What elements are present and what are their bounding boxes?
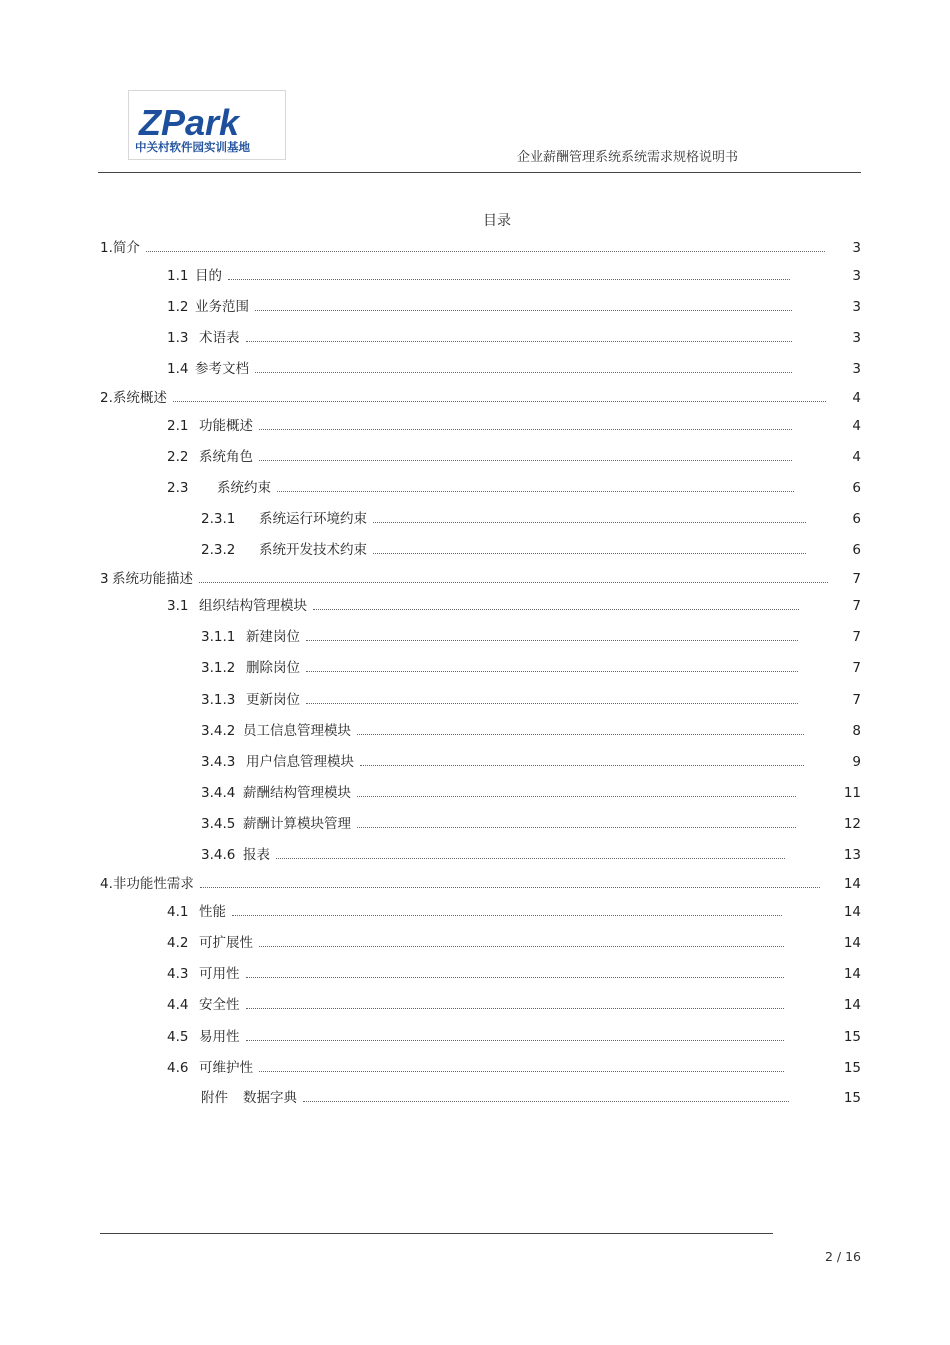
- toc-entry-page: 15: [843, 1029, 861, 1045]
- toc-entry-page: 3: [852, 361, 861, 377]
- toc-leader-dots: [173, 401, 826, 402]
- toc-entry[interactable]: [167, 416, 861, 436]
- toc-leader-dots: [373, 553, 806, 554]
- toc-entry-number: 2.2: [167, 449, 189, 465]
- toc-entry[interactable]: [167, 297, 861, 317]
- toc-entry-title: 目的: [195, 268, 222, 284]
- toc-entry[interactable]: [201, 721, 861, 741]
- toc-entry-page: 3: [852, 240, 861, 256]
- toc-entry-page: 13: [843, 847, 861, 863]
- toc-entry[interactable]: [167, 266, 861, 286]
- toc-leader-dots: [303, 1101, 789, 1102]
- toc-entry-number: 3.4.3: [201, 754, 236, 770]
- toc-entry-number: 2.1: [167, 418, 189, 434]
- toc-entry-page: 6: [852, 480, 861, 496]
- toc-entry-number: 1.1: [167, 268, 189, 284]
- toc-entry-title: 业务范围: [195, 299, 249, 315]
- toc-entry-page: 7: [852, 629, 861, 645]
- toc-entry[interactable]: [201, 627, 861, 647]
- toc-entry[interactable]: [201, 783, 861, 803]
- toc-entry-title: 用户信息管理模块: [246, 754, 354, 770]
- document-title: 企业薪酬管理系统系统需求规格说明书: [516, 150, 738, 165]
- toc-entry-page: 7: [852, 660, 861, 676]
- toc-entry[interactable]: [100, 388, 861, 408]
- toc-entry-number: 3.1.2: [201, 660, 236, 676]
- toc-entry-number: 4.6: [167, 1060, 189, 1076]
- toc-leader-dots: [199, 582, 828, 583]
- toc-entry-title: 简介: [112, 240, 140, 256]
- toc-entry-title: 性能: [199, 904, 226, 920]
- toc-entry-title: 数据字典: [243, 1090, 297, 1106]
- toc-entry[interactable]: [167, 478, 861, 498]
- toc-entry-title: 系统约束: [217, 480, 271, 496]
- toc-leader-dots: [357, 796, 796, 797]
- toc-leader-dots: [255, 310, 792, 311]
- toc-entry-title: 非功能性需求: [112, 876, 194, 892]
- toc-entry-page: 12: [843, 816, 861, 832]
- toc-entry-number: 3.1.1: [201, 629, 236, 645]
- toc-entry-page: 3: [852, 268, 861, 284]
- toc-entry-number: 1.3: [167, 330, 189, 346]
- toc-entry[interactable]: [201, 509, 861, 529]
- toc-entry[interactable]: [100, 569, 861, 589]
- toc-leader-dots: [313, 609, 799, 610]
- toc-entry[interactable]: [100, 238, 861, 258]
- toc-entry-title: 系统开发技术约束: [259, 542, 367, 558]
- logo-wordmark: ZPark: [139, 102, 240, 143]
- toc-entry[interactable]: [167, 933, 861, 953]
- toc-entry-title: 系统概述: [112, 390, 167, 406]
- toc-leader-dots: [306, 640, 798, 641]
- toc-entry-page: 7: [852, 571, 861, 587]
- toc-entry-title: 报表: [243, 847, 270, 863]
- page-number: [825, 1249, 861, 1264]
- toc-leader-dots: [306, 671, 798, 672]
- toc-entry-page: 3: [852, 299, 861, 315]
- toc-entry-title: 薪酬结构管理模块: [243, 785, 351, 801]
- toc-entry-title: 易用性: [199, 1029, 240, 1045]
- toc-entry-number: 3: [100, 571, 109, 587]
- toc-entry-page: 6: [852, 511, 861, 527]
- toc-leader-dots: [259, 460, 792, 461]
- toc-entry-number: 4.3: [167, 966, 189, 982]
- toc-leader-dots: [259, 946, 784, 947]
- toc-entry-title: 可用性: [199, 966, 240, 982]
- toc-entry-page: 9: [852, 754, 861, 770]
- toc-leader-dots: [246, 1040, 785, 1041]
- toc-entry-page: 4: [852, 449, 861, 465]
- toc-leader-dots: [373, 522, 806, 523]
- toc-entry-page: 14: [843, 935, 861, 951]
- toc-entry[interactable]: [167, 995, 861, 1015]
- zpark-logo-graphic: [129, 91, 285, 159]
- toc-entry-title: 可扩展性: [199, 935, 253, 951]
- page-current: 2: [824, 1249, 833, 1264]
- toc-entry[interactable]: [167, 359, 861, 379]
- toc-entry[interactable]: [167, 1027, 861, 1047]
- toc-leader-dots: [276, 858, 785, 859]
- toc-leader-dots: [146, 251, 825, 252]
- toc-entry-page: 8: [852, 723, 861, 739]
- toc-entry-page: 14: [843, 876, 861, 892]
- toc-entry-number: 3.4.4: [201, 785, 236, 801]
- toc-entry-page: 7: [852, 692, 861, 708]
- logo-subtitle: 中关村软件园实训基地: [135, 140, 250, 154]
- toc-entry-number: 2.3.2: [201, 542, 236, 558]
- toc-entry-page: 14: [843, 904, 861, 920]
- toc-entry-page: 3: [852, 330, 861, 346]
- toc-entry-title: 安全性: [199, 997, 240, 1013]
- toc-entry-number: 3.4.6: [201, 847, 236, 863]
- toc-entry-number: 3.4.2: [201, 723, 236, 739]
- toc-leader-dots: [259, 429, 792, 430]
- toc-entry-number: 附件: [201, 1090, 228, 1106]
- toc-leader-dots: [255, 372, 792, 373]
- toc-entry-page: 14: [843, 966, 861, 982]
- toc-entry-number: 1.4: [167, 361, 189, 377]
- toc-entry-number: 4.5: [167, 1029, 189, 1045]
- page-total: 16: [845, 1249, 861, 1264]
- toc-entry-title: 更新岗位: [246, 692, 300, 708]
- toc-leader-dots: [306, 703, 798, 704]
- toc-entry-number: 4.: [100, 876, 113, 892]
- toc-entry-number: 2.3: [167, 480, 189, 496]
- toc-entry-page: 7: [852, 598, 861, 614]
- toc-entry-title: 组织结构管理模块: [199, 598, 307, 614]
- toc-entry-page: 15: [843, 1090, 861, 1106]
- toc-entry[interactable]: [100, 874, 861, 894]
- zpark-logo: [128, 90, 286, 160]
- toc-entry-number: 2.: [100, 390, 113, 406]
- toc-entry-title: 功能概述: [199, 418, 253, 434]
- toc-entry-title: 参考文档: [195, 361, 249, 377]
- toc-leader-dots: [357, 734, 804, 735]
- toc-leader-dots: [357, 827, 796, 828]
- toc-leader-dots: [232, 915, 782, 916]
- toc-entry-number: 1.2: [167, 299, 189, 315]
- toc-entry[interactable]: [167, 902, 861, 922]
- toc-entry-number: 3.4.5: [201, 816, 236, 832]
- header-rule: [98, 172, 861, 173]
- toc-heading: 目录: [483, 213, 511, 229]
- toc-entry-number: 4.4: [167, 997, 189, 1013]
- toc-leader-dots: [246, 977, 785, 978]
- toc-entry-number: 2.3.1: [201, 511, 236, 527]
- toc-entry-title: 可维护性: [199, 1060, 253, 1076]
- toc-entry-number: 1.: [100, 240, 113, 256]
- toc-entry-title: 系统角色: [199, 449, 253, 465]
- toc-entry[interactable]: [167, 447, 861, 467]
- toc-entry-title: 系统运行环境约束: [259, 511, 367, 527]
- toc-leader-dots: [246, 1008, 785, 1009]
- toc-entry[interactable]: [167, 328, 861, 348]
- toc-entry-title: 薪酬计算模块管理: [243, 816, 351, 832]
- toc-entry[interactable]: [201, 814, 861, 834]
- toc-entry[interactable]: [201, 845, 861, 865]
- toc-entry[interactable]: [201, 658, 861, 678]
- toc-entry-page: 4: [852, 418, 861, 434]
- toc-entry-page: 14: [843, 997, 861, 1013]
- toc-entry-page: 11: [843, 785, 861, 801]
- toc-entry[interactable]: [167, 964, 861, 984]
- toc-entry[interactable]: [167, 596, 861, 616]
- toc-leader-dots: [360, 765, 804, 766]
- page-separator: /: [836, 1249, 842, 1264]
- toc-leader-dots: [259, 1071, 784, 1072]
- footer-rule: [100, 1233, 773, 1234]
- toc-entry-title: 系统功能描述: [112, 571, 193, 587]
- toc-entry[interactable]: [201, 690, 861, 710]
- toc-leader-dots: [246, 341, 793, 342]
- toc-entry-number: 4.1: [167, 904, 189, 920]
- toc-entry[interactable]: [167, 1058, 861, 1078]
- toc-leader-dots: [277, 491, 794, 492]
- toc-leader-dots: [200, 887, 820, 888]
- toc-entry-number: 3.1: [167, 598, 189, 614]
- toc-entry-number: 3.1.3: [201, 692, 236, 708]
- toc-entry-title: 新建岗位: [246, 629, 300, 645]
- toc-entry-page: 15: [843, 1060, 861, 1076]
- toc-entry-page: 4: [852, 390, 861, 406]
- toc-entry-title: 删除岗位: [246, 660, 300, 676]
- toc-entry[interactable]: [201, 1088, 861, 1108]
- toc-entry[interactable]: [201, 752, 861, 772]
- toc-entry[interactable]: [201, 540, 861, 560]
- toc-leader-dots: [228, 279, 790, 280]
- toc-entry-title: 员工信息管理模块: [243, 723, 351, 739]
- toc-entry-title: 术语表: [199, 330, 240, 346]
- toc-entry-number: 4.2: [167, 935, 189, 951]
- toc-entry-page: 6: [852, 542, 861, 558]
